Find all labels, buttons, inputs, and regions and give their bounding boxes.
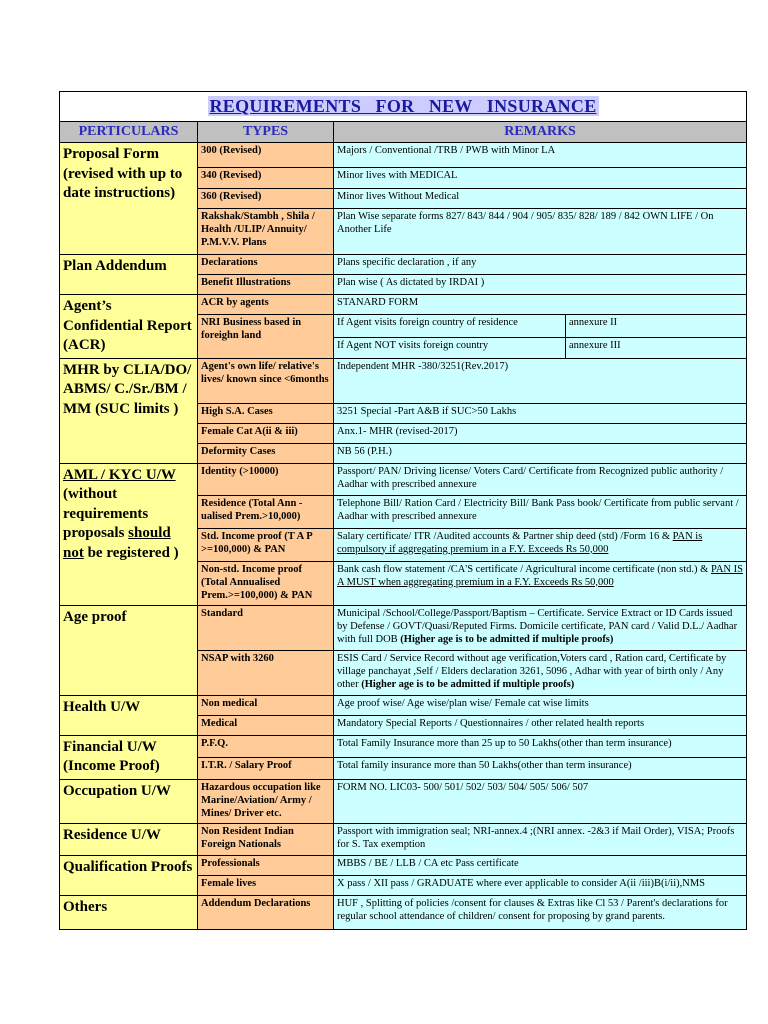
type-cell: NSAP with 3260 [198,650,334,695]
remark-cell [334,650,747,695]
type-cell: 300 (Revised) [198,143,334,168]
particular-acr: Agent’s Confidential Report (ACR) [60,295,198,359]
type-cell: ACR by agents [198,295,334,315]
type-cell: Hazardous occupation like Marine/Aviation/ Army / Mines/ Driver etc. [198,779,334,823]
particular-proposal-form: Proposal Form (revised with up to date instructions) [60,143,198,255]
type-cell: I.T.R. / Salary Proof [198,757,334,779]
remark-cell: Age proof wise/ Age wise/plan wise/ Female cat wise limits [334,695,747,715]
type-cell: Standard [198,605,334,650]
table-row [60,463,747,495]
particular-qualification-proofs: Qualification Proofs [60,855,198,895]
remark-cell: Mandatory Special Reports / Questionnaires / other related health reports [334,715,747,735]
type-cell: Identity (>10000) [198,463,334,495]
type-cell: Female Cat A(ii & iii) [198,423,334,443]
remark-cell [334,561,747,605]
remark-cell: If Agent NOT visits foreign country [334,337,566,358]
particular-financial-uw: Financial U/W (Income Proof) [60,735,198,779]
header-types: TYPES [198,122,334,143]
table-row [60,895,747,929]
table-row [60,605,747,650]
table-row [60,255,747,275]
remark-text: Bank cash flow statement /CA'S certificate / Agricultural income certificate (non std.) & [337,563,711,575]
remark-cell: Anx.1- MHR (revised-2017) [334,423,747,443]
particular-mhr: MHR by CLIA/DO/ ABMS/ C./Sr./BM / MM (SUC limits ) [60,358,198,463]
particular-aml-kyc [60,463,198,605]
remark-cell: 3251 Special -Part A&B if SUC>50 Lakhs [334,403,747,423]
remark-cell: Plan wise ( As dictated by IRDAI ) [334,275,747,295]
remark-cell: X pass / XII pass / GRADUATE where ever applicable to consider A(ii /iii)B(i/ii),NMS [334,875,747,895]
header-remarks: REMARKS [334,122,747,143]
type-cell: Std. Income proof (T A P >=100,000) & PAN [198,528,334,561]
remark-cell: Minor lives with MEDICAL [334,168,747,189]
remark-cell: Plan Wise separate forms 827/ 843/ 844 / 904 / 905/ 835/ 828/ 189 / 842 OWN LIFE / On Another Life [334,209,747,255]
remark-cell: Passport with immigration seal; NRI-annex.4 ;(NRI annex. -2&3 if Mail Order), VISA; Proofs for S. Tax exemption [334,823,747,855]
particular-plan-addendum: Plan Addendum [60,255,198,295]
type-cell: Agent's own life/ relative's lives/ known since <6months [198,358,334,403]
aml-kyc-heading: AML / KYC U/W [63,466,176,483]
type-cell: Deformity Cases [198,443,334,463]
particular-age-proof: Age proof [60,605,198,695]
type-cell: Declarations [198,255,334,275]
header-particulars: PERTICULARS [60,122,198,143]
header-row [60,122,747,143]
type-cell: Benefit Illustrations [198,275,334,295]
type-cell: Non Resident Indian Foreign Nationals [198,823,334,855]
remark-cell [334,605,747,650]
remark-cell: FORM NO. LIC03- 500/ 501/ 502/ 503/ 504/ 505/ 506/ 507 [334,779,747,823]
type-cell: 360 (Revised) [198,189,334,209]
remark-cell: Total Family Insurance more than 25 up to 50 Lakhs(other than term insurance) [334,735,747,757]
remark-emphasis: (Higher age is to be admitted if multiple proofs) [400,633,614,645]
remark-emphasis: PAN IS A MUST when aggregating premium in a F.Y. Exceeds Rs 50,000 [337,563,743,588]
remark-cell: Minor lives Without Medical [334,189,747,209]
remark-cell: MBBS / BE / LLB / CA etc Pass certificate [334,855,747,875]
type-cell: Non-std. Income proof (Total Annualised Prem.>=100,000) & PAN [198,561,334,605]
table-row [60,735,747,757]
table-row [60,823,747,855]
type-cell: NRI Business based in foreighn land [198,315,334,359]
requirements-table [59,91,747,930]
remark-cell: NB 56 (P.H.) [334,443,747,463]
annexure-cell: annexure II [566,315,747,338]
aml-kyc-note-end: be registered ) [83,544,179,561]
remark-text: Salary certificate/ ITR /Audited accounts & Partner ship deed (std) /Form 16 & [337,530,673,542]
type-cell: 340 (Revised) [198,168,334,189]
type-cell: Residence (Total Ann -ualised Prem.>10,000) [198,495,334,528]
remark-emphasis: PAN is compulsory if aggregating premium in a F.Y. Exceeds Rs 50,000 [337,530,703,555]
page-title: REQUIREMENTS FOR NEW INSURANCE [209,96,597,116]
title-cell [60,92,747,122]
remark-cell: If Agent visits foreign country of residence [334,315,566,338]
table-row [60,358,747,403]
remark-cell: Total family insurance more than 50 Lakhs(other than term insurance) [334,757,747,779]
type-cell: Medical [198,715,334,735]
aml-kyc-emphasis: should not [63,525,171,561]
type-cell: Female lives [198,875,334,895]
table-row [60,779,747,823]
table-row [60,695,747,715]
type-cell: Rakshak/Stambh , Shila / Health /ULIP/ Annuity/ P.M.V.V. Plans [198,209,334,255]
particular-others: Others [60,895,198,929]
remark-cell: Plans specific declaration , if any [334,255,747,275]
remark-emphasis: (Higher age is to be admitted if multiple proofs) [361,678,575,690]
type-cell: P.F.Q. [198,735,334,757]
type-cell: Non medical [198,695,334,715]
annexure-cell: annexure III [566,337,747,358]
table-row [60,855,747,875]
type-cell: Addendum Declarations [198,895,334,929]
remark-text: ESIS Card / Service Record without age verification,Voters card , Ration card, Certificate by village panchayat ,Self / Elders declaration 3261, 5096 , Adhar with year of birth only / Any other [337,652,727,690]
remark-cell: HUF , Splitting of policies /consent for clauses & Extras like Cl 53 / Parent's declarations for regular school attendance of children/ consent for proposing by grand parents. [334,895,747,929]
title-row [60,92,747,122]
particular-occupation-uw: Occupation U/W [60,779,198,823]
type-cell: Professionals [198,855,334,875]
table-row [60,295,747,315]
particular-residence-uw: Residence U/W [60,823,198,855]
remark-text: Municipal /School/College/Passport/Baptism – Certificate. Service Extract or ID Cards issued by Defense / GOVT/Quasi/Reputed Firms. Domicile certificate, PAN card / Valid D.L./ Aadhar with full DOB [337,607,738,645]
remark-cell: Independent MHR -380/3251(Rev.2017) [334,358,747,403]
aml-kyc-note: (without requirements proposals [63,486,149,541]
remark-cell: STANARD FORM [334,295,747,315]
table-row [60,143,747,168]
remark-cell: Passport/ PAN/ Driving license/ Voters Card/ Certificate from Recognized public authority / Aadhar with prescribed annexure [334,463,747,495]
remark-cell: Telephone Bill/ Ration Card / Electricity Bill/ Bank Pass book/ Certificate from public servant / Aadhar with prescribed annexure [334,495,747,528]
particular-health-uw: Health U/W [60,695,198,735]
type-cell: High S.A. Cases [198,403,334,423]
remark-cell: Majors / Conventional /TRB / PWB with Minor LA [334,143,747,168]
remark-cell [334,528,747,561]
